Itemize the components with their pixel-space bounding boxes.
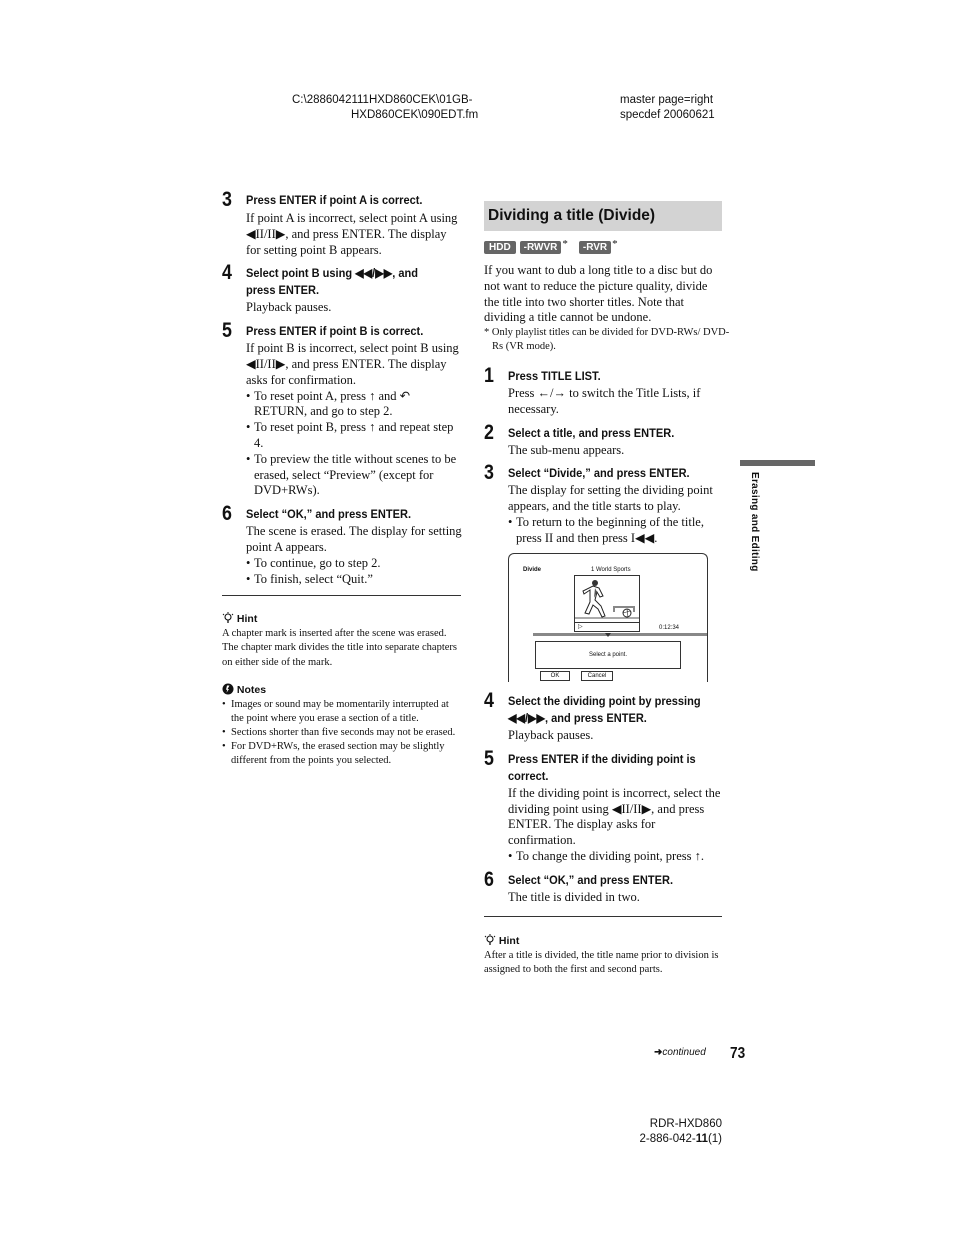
continued-label: continued xyxy=(662,1047,706,1058)
step-body: If the dividing point is incorrect, select the dividing point using ◀II/II▶, and press ENTER. The display asks for confirmation. xyxy=(508,785,721,848)
step-heading-line1: Select the dividing point by pressing xyxy=(508,694,701,708)
step-heading-line2: press ENTER. xyxy=(246,283,320,298)
step-body: If point B is incorrect, select point B using ◀II/II▶, and press ENTER. The display asks for confirmation. xyxy=(246,341,459,387)
master-page-line: master page=right xyxy=(620,94,714,106)
side-tab-bar xyxy=(740,460,815,466)
step-body: Playback pauses. xyxy=(508,728,594,742)
left-step-4 xyxy=(222,261,462,316)
right-steps-bottom xyxy=(484,689,724,906)
hint-title: Hint xyxy=(498,935,520,947)
hint-heading xyxy=(484,934,724,948)
master-page-info xyxy=(620,93,730,123)
footnote: * Only playlist titles can be divided for DVD-RWs/ DVD-Rs (VR mode). xyxy=(484,327,730,352)
media-badges xyxy=(484,238,724,256)
list-item: • To continue, go to step 2. xyxy=(246,556,462,572)
code-bold: 11 xyxy=(695,1133,708,1145)
play-icon: ▷ xyxy=(578,624,583,630)
rwvr-badge: -RWVR xyxy=(520,241,562,254)
step-number: 1 xyxy=(484,364,494,387)
footnote-star: * xyxy=(612,238,618,250)
document-code xyxy=(612,1132,722,1147)
notes-title: Notes xyxy=(236,684,267,696)
step-number: 5 xyxy=(222,319,232,343)
file-path-line1: C:\2886042111HXD860CEK\01GB- xyxy=(292,94,473,106)
step-body: Playback pauses. xyxy=(246,300,332,315)
step-number: 3 xyxy=(222,188,232,211)
step-heading-line1: Press ENTER if the dividing point is xyxy=(508,751,696,766)
right-step-6 xyxy=(484,867,724,906)
step-number: 6 xyxy=(484,867,494,891)
right-divider xyxy=(484,916,722,917)
model-name: RDR-HXD860 xyxy=(649,1118,722,1130)
list-item: • To reset point A, press ↑ and ↶ RETURN, and go to step 2. xyxy=(246,389,462,421)
step-heading-line2: ◀◀/▶▶, and press ENTER. xyxy=(508,711,647,725)
footnote-star: * xyxy=(562,238,568,250)
step-heading: Select “Divide,” and press ENTER. xyxy=(508,466,690,481)
note-icon xyxy=(222,683,234,695)
list-item: • For DVD+RWs, the erased section may be slightly different from the points you selected. xyxy=(222,740,462,768)
soccer-player-image xyxy=(575,576,639,624)
right-steps-top xyxy=(484,364,724,547)
right-step-4 xyxy=(484,689,724,744)
prompt-box xyxy=(535,641,681,669)
timeline-track[interactable] xyxy=(533,633,707,636)
step-heading: Press ENTER if point B is correct. xyxy=(246,324,424,339)
side-tab-label: Erasing and Editing xyxy=(749,472,760,572)
list-item: • To change the dividing point, press ↑. xyxy=(508,849,724,865)
cancel-button[interactable]: Cancel xyxy=(581,671,613,681)
list-item: • To preview the title without scenes to be erased, select “Preview” (except for DVD+RWs). xyxy=(246,452,462,499)
timeline-marker[interactable] xyxy=(605,633,611,637)
step-body: Press ←/→ to switch the Title Lists, if necessary. xyxy=(508,386,701,416)
code-suffix: (1) xyxy=(707,1133,722,1145)
step-body: The title is divided in two. xyxy=(508,889,640,904)
page-number: 73 xyxy=(730,1045,746,1062)
step-heading: Press ENTER if point A is correct. xyxy=(246,193,423,207)
lightbulb-icon xyxy=(222,612,234,624)
left-step-5 xyxy=(222,319,462,499)
intro-paragraph: If you want to dub a long title to a disc but do not want to reduce the picture quality, divide the title into two shorter titles. Note that dividing a title cannot be undone. xyxy=(484,263,713,325)
left-step-3 xyxy=(222,188,462,258)
step-body: The display for setting the dividing point appears, and the title starts to play. xyxy=(508,483,713,514)
step-number: 3 xyxy=(484,461,494,485)
left-hint xyxy=(222,612,462,670)
arrow-right-icon: ➜ xyxy=(654,1047,663,1058)
screen-time: 0:12:34 xyxy=(659,625,680,631)
hint-text: A chapter mark is inserted after the scene was erased. The chapter mark divides the title into separate chapters on either side of the mark. xyxy=(222,628,457,668)
right-step-3 xyxy=(484,461,724,546)
screen-title: 1 World Sports xyxy=(591,567,631,573)
right-step-1 xyxy=(484,364,724,418)
thumbnail-control-bar xyxy=(575,622,639,631)
list-item: • Sections shorter than five seconds may not be erased. xyxy=(222,726,462,740)
step-number: 2 xyxy=(484,420,494,444)
step-number: 5 xyxy=(484,746,494,770)
step-heading: Press TITLE LIST. xyxy=(508,369,601,383)
right-step-2 xyxy=(484,420,724,459)
prompt-text: Select a point. xyxy=(588,652,628,658)
footer-info xyxy=(612,1117,722,1147)
list-item: • To reset point B, press ↑ and repeat step 4. xyxy=(246,420,462,452)
hint-text: After a title is divided, the title name prior to division is assigned to both the first and second parts. xyxy=(484,950,719,976)
list-item: • Images or sound may be momentarily interrupted at the point where you erase a section of a title. xyxy=(222,698,462,726)
step-heading: Select “OK,” and press ENTER. xyxy=(508,872,674,887)
left-notes xyxy=(222,683,462,768)
screen-label: Divide xyxy=(523,567,542,573)
step-number: 4 xyxy=(484,689,494,712)
section-title-bar xyxy=(484,201,722,231)
step-heading: Select “OK,” and press ENTER. xyxy=(246,507,412,522)
rvr-badge: -RVR xyxy=(579,241,611,254)
left-step-6 xyxy=(222,502,462,587)
ok-button[interactable]: OK xyxy=(540,671,570,681)
step-number: 4 xyxy=(222,261,232,285)
file-path xyxy=(292,93,502,123)
divide-screen xyxy=(508,553,708,682)
notes-heading xyxy=(222,683,462,697)
step-number: 6 xyxy=(222,502,232,526)
code-prefix: 2-886-042- xyxy=(639,1133,696,1145)
step-heading-line2: correct. xyxy=(508,768,549,783)
hint-heading xyxy=(222,612,462,626)
left-divider xyxy=(222,595,461,596)
step-body: If point A is incorrect, select point A using ◀II/II▶, and press ENTER. The display for setting point B appears. xyxy=(246,211,458,257)
step-body: The sub-menu appears. xyxy=(508,442,625,457)
list-item: • To return to the beginning of the title, press II and then press I◀◀. xyxy=(508,515,724,547)
file-path-line2: HXD860CEK\090EDT.fm xyxy=(351,109,479,121)
hint-title: Hint xyxy=(236,613,258,625)
specdef-line: specdef 20060621 xyxy=(620,109,715,121)
hdd-badge: HDD xyxy=(484,241,516,254)
lightbulb-icon xyxy=(484,934,496,946)
step-heading: Select a title, and press ENTER. xyxy=(508,425,675,440)
step-heading-line1: Select point B using ◀◀/▶▶, and xyxy=(246,266,418,281)
video-thumbnail xyxy=(574,575,640,632)
section-title: Dividing a title (Divide) xyxy=(488,207,656,224)
left-column xyxy=(222,188,462,587)
step-body: The scene is erased. The display for setting point A appears. xyxy=(246,524,462,554)
right-hint xyxy=(484,934,724,978)
continued-marker xyxy=(654,1046,706,1060)
list-item: • To finish, select “Quit.” xyxy=(246,572,462,588)
right-step-5 xyxy=(484,746,724,865)
